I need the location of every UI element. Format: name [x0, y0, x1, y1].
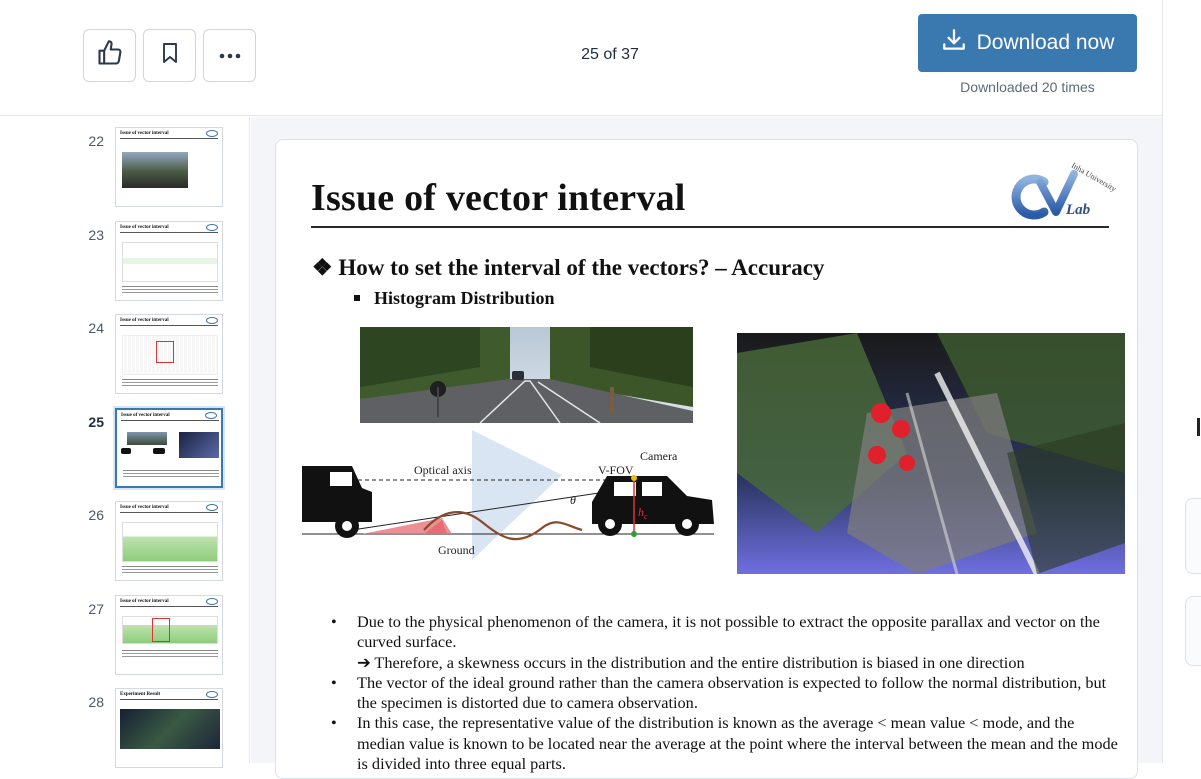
- thumbnail-preview[interactable]: [115, 221, 223, 301]
- hc-label: $h_c$: [638, 505, 648, 521]
- bullet-item: • In this case, the representative value of the distribution is known as the average < mean value < mode, and the median value is known to be located near the average at the point where the interval between the mean and the mode is divided into three equal parts.: [331, 713, 1118, 774]
- thumbnail-preview[interactable]: [115, 688, 223, 768]
- thumbnail-preview[interactable]: [115, 127, 223, 207]
- thumbnail-title: Issue of vector interval: [120, 318, 169, 323]
- thumbnail-number: 28: [88, 694, 104, 710]
- thumbnail-number: 26: [88, 507, 104, 523]
- thumbnail-title: Issue of vector interval: [120, 131, 169, 136]
- theta-label: θ: [570, 493, 576, 507]
- page-thumbnails-sidebar: [0, 117, 250, 763]
- thumbnail-title: Issue of vector interval: [120, 599, 169, 604]
- thumbnail-number: 25: [88, 414, 104, 430]
- thumbnail-item[interactable]: [0, 211, 250, 293]
- point-cloud-image: [737, 333, 1125, 574]
- thumbnail-number: 24: [88, 320, 104, 336]
- like-button[interactable]: [83, 29, 136, 82]
- thumbnail-number: 27: [88, 601, 104, 617]
- slide-heading: ❖ How to set the interval of the vectors? – Accuracy: [312, 255, 825, 280]
- top-toolbar: [0, 0, 1162, 116]
- thumbnail-item[interactable]: [0, 678, 250, 760]
- thumbnail-number: 23: [88, 227, 104, 243]
- document-viewer[interactable]: [251, 117, 1162, 774]
- download-icon: [941, 27, 967, 59]
- more-options-button[interactable]: [203, 29, 256, 82]
- camera-label: Camera: [640, 449, 678, 463]
- logo-icon: [206, 691, 218, 698]
- logo-icon: [205, 412, 217, 419]
- slide-bullet-list: [331, 612, 1121, 774]
- square-bullet-icon: [354, 295, 360, 301]
- bullet-arrow-item: ➔ Therefore, a skewness occurs in the distribution and the entire distribution is biased in one direction: [357, 652, 1025, 672]
- side-panel-tab-secondary[interactable]: [1185, 596, 1201, 666]
- logo-icon: [206, 598, 218, 605]
- street-scene-image: [360, 327, 693, 423]
- side-panel-tab[interactable]: [1185, 498, 1201, 574]
- bullet-item: • The vector of the ideal ground rather than the camera observation is expected to follow the normal distribution, but the specimen is distorted due to camera observation.: [331, 672, 1107, 713]
- thumbnail-preview[interactable]: [115, 595, 223, 675]
- logo-icon: [206, 504, 218, 511]
- logo-icon: [206, 317, 218, 324]
- logo-icon: [206, 224, 218, 231]
- cv-lab-logo: [1004, 160, 1118, 226]
- bullet-item: • Due to the physical phenomenon of the camera, it is not possible to extract the opposite parallax and vector on the curved surface.: [331, 612, 1100, 652]
- bookmark-icon: [158, 40, 182, 71]
- thumbnail-item[interactable]: [0, 304, 250, 386]
- download-count: Downloaded 20 times: [960, 79, 1095, 95]
- download-button[interactable]: [918, 14, 1137, 72]
- title-divider: [311, 226, 1109, 228]
- thumbnail-item[interactable]: [0, 491, 250, 573]
- thumbnail-title: Issue of vector interval: [120, 505, 169, 510]
- more-horizontal-icon: [218, 47, 242, 65]
- thumbnail-item-active[interactable]: [0, 398, 250, 480]
- bookmark-button[interactable]: [143, 29, 196, 82]
- thumbnail-preview[interactable]: [115, 408, 223, 488]
- page-indicator: 25 of 37: [581, 46, 639, 63]
- right-panel-edge: [1162, 0, 1200, 763]
- thumbnail-title: Issue of vector interval: [121, 413, 170, 418]
- thumbnail-preview[interactable]: [115, 314, 223, 394]
- thumbnail-title: Issue of vector interval: [120, 225, 169, 230]
- thumbnail-item[interactable]: [0, 117, 250, 199]
- thumbnail-item[interactable]: [0, 585, 250, 667]
- ground-label: Ground: [438, 543, 475, 557]
- optical-axis-label: Optical axis: [414, 463, 472, 477]
- vfov-label: V-FOV: [598, 463, 634, 477]
- download-label: Download now: [976, 31, 1115, 54]
- camera-geometry-diagram: [302, 430, 722, 580]
- slide-title: Issue of vector interval: [311, 177, 686, 219]
- logo-arc-text: Inha University: [1069, 160, 1118, 194]
- thumbnail-number: 22: [88, 133, 104, 149]
- slide-subheading: Histogram Distribution: [354, 288, 555, 309]
- thumbnail-title: Experiment Result: [120, 692, 161, 697]
- logo-icon: [206, 130, 218, 137]
- slide-page: [275, 139, 1138, 779]
- thumbnail-preview[interactable]: [115, 501, 223, 581]
- thumbs-up-icon: [96, 39, 124, 72]
- logo-text: Lab: [1066, 202, 1091, 218]
- scroll-marker: [1197, 418, 1200, 436]
